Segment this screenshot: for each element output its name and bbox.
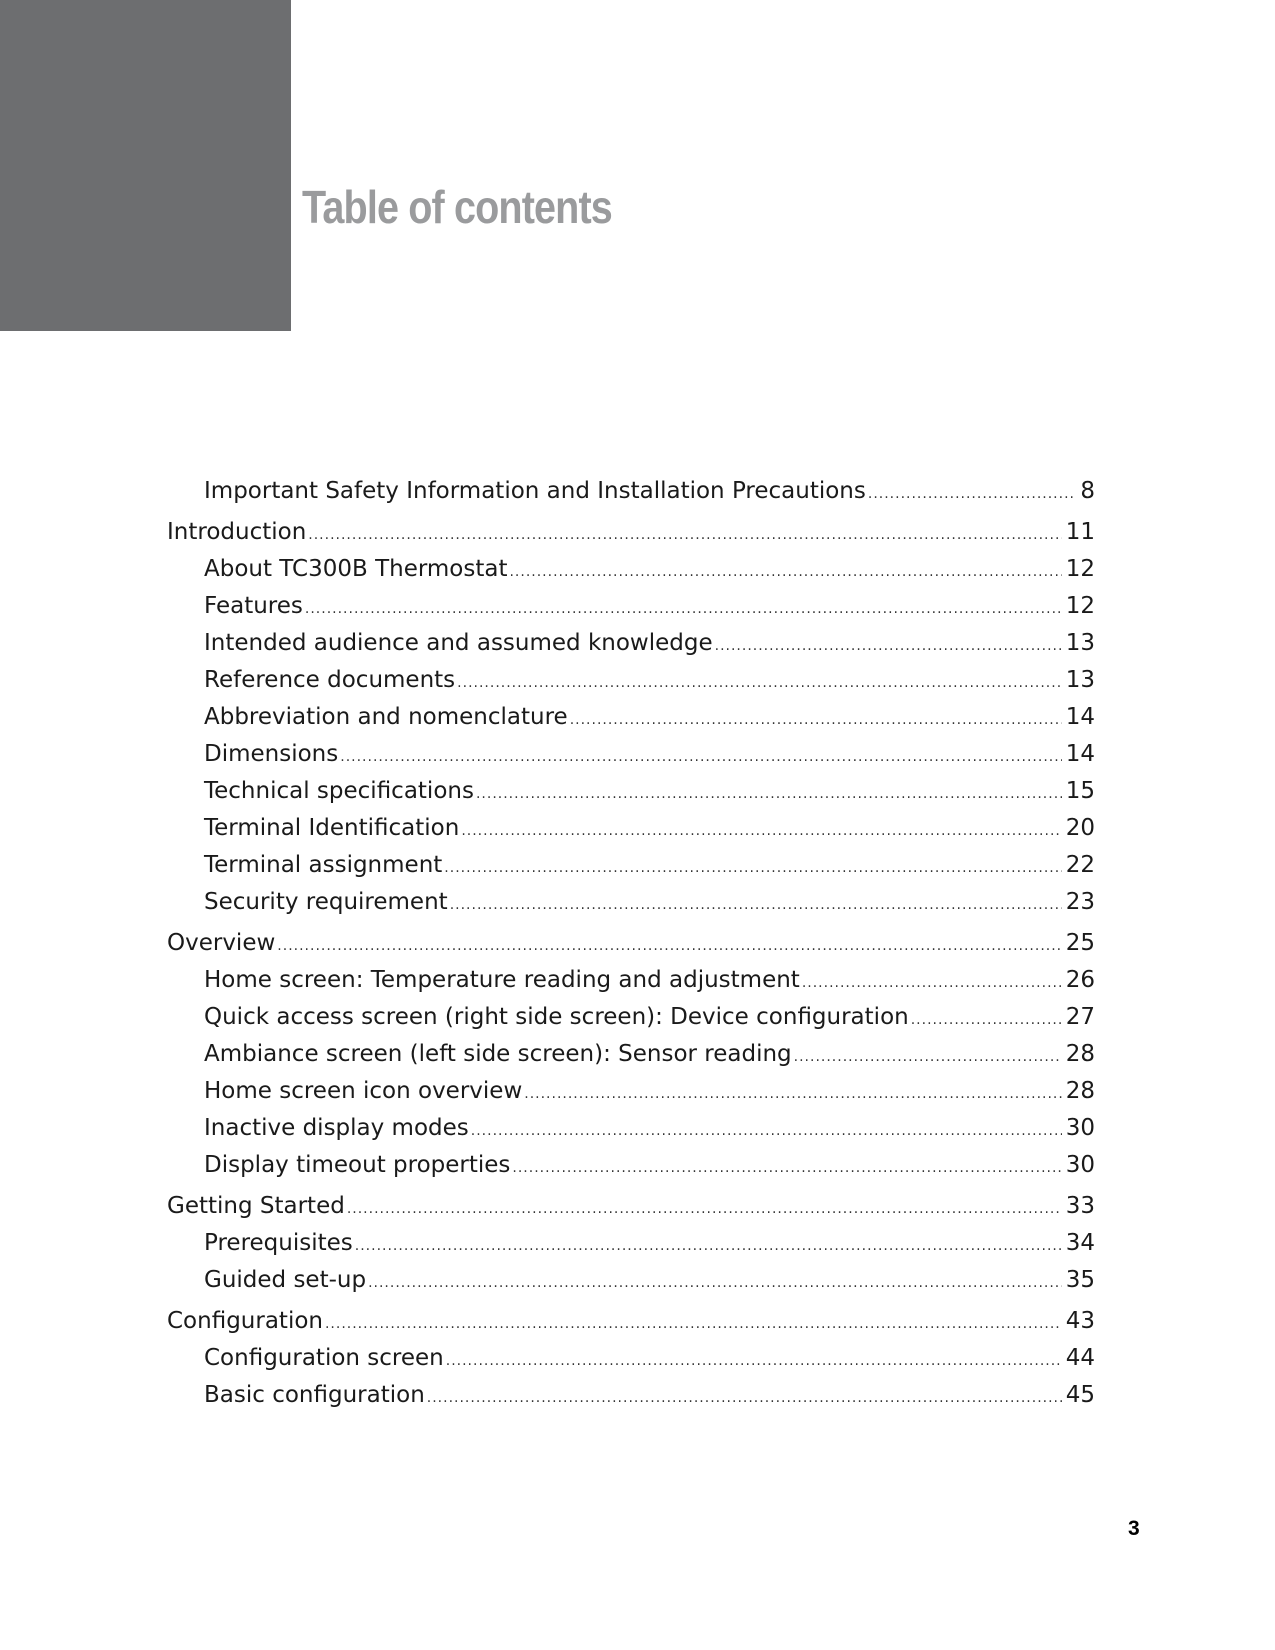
toc-section-entry[interactable] <box>167 1147 1095 1184</box>
toc-dot-leader <box>450 887 1062 924</box>
toc-entry-page: 43 <box>1065 1308 1095 1334</box>
toc-dot-leader <box>325 1306 1062 1343</box>
toc-entry-label: Display timeout properties <box>204 1152 511 1178</box>
toc-entry-label: Prerequisites <box>204 1230 353 1256</box>
toc-section-entry[interactable] <box>167 551 1095 588</box>
toc-entry-label: Important Safety Information and Installation Precautions <box>204 478 866 504</box>
toc-entry-page: 25 <box>1065 930 1095 956</box>
toc-dot-leader <box>802 965 1062 1002</box>
toc-section-entry[interactable] <box>167 1377 1095 1414</box>
toc-dot-leader <box>715 628 1062 665</box>
toc-dot-leader <box>512 1150 1061 1187</box>
toc-section-entry[interactable] <box>167 588 1095 625</box>
header-block <box>0 0 291 331</box>
toc-entry-label: Getting Started <box>167 1193 345 1219</box>
toc-dot-leader <box>868 476 1076 513</box>
toc-dot-leader <box>308 517 1061 554</box>
toc-entry-label: Technical specifications <box>204 778 474 804</box>
toc-chapter-entry[interactable] <box>167 1188 1095 1225</box>
toc-entry-page: 26 <box>1065 967 1095 993</box>
toc-entry-label: Configuration screen <box>204 1345 444 1371</box>
toc-entry-page: 8 <box>1080 478 1095 504</box>
toc-dot-leader <box>461 813 1061 850</box>
toc-entry-label: Reference documents <box>204 667 456 693</box>
toc-entry-label: Guided set-up <box>204 1267 367 1293</box>
toc-dot-leader <box>444 850 1061 887</box>
toc-section-entry[interactable] <box>167 1073 1095 1110</box>
toc-dot-leader <box>277 928 1061 965</box>
toc-entry-page: 28 <box>1065 1041 1095 1067</box>
toc-section-entry[interactable] <box>167 736 1095 773</box>
toc-dot-leader <box>305 591 1062 628</box>
toc-entry-label: Configuration <box>167 1308 323 1334</box>
toc-entry-label: Inactive display modes <box>204 1115 469 1141</box>
toc-section-entry[interactable] <box>167 1225 1095 1262</box>
toc-section-entry[interactable] <box>167 662 1095 699</box>
toc-chapter-entry[interactable] <box>167 925 1095 962</box>
toc-dot-leader <box>570 702 1062 739</box>
toc-section-entry[interactable] <box>167 1036 1095 1073</box>
toc-entry-label: Home screen icon overview <box>204 1078 523 1104</box>
toc-entry-label: Features <box>204 593 303 619</box>
toc-entry-label: Introduction <box>167 519 307 545</box>
toc-entry-page: 23 <box>1065 889 1095 915</box>
toc-dot-leader <box>355 1228 1062 1265</box>
toc-entry-page: 30 <box>1065 1115 1095 1141</box>
page-number: 3 <box>1128 1517 1140 1540</box>
toc-entry-label: Abbreviation and nomenclature <box>204 704 568 730</box>
toc-section-entry[interactable] <box>167 847 1095 884</box>
toc-entry-label: Terminal Identification <box>204 815 460 841</box>
toc-chapter-entry[interactable] <box>167 514 1095 551</box>
toc-entry-label: Home screen: Temperature reading and adjustment <box>204 967 800 993</box>
toc-entry-page: 12 <box>1065 556 1095 582</box>
toc-section-entry[interactable] <box>167 1110 1095 1147</box>
toc-dot-leader <box>476 776 1062 813</box>
toc-section-entry[interactable] <box>167 1262 1095 1299</box>
toc-entry-page: 28 <box>1065 1078 1095 1104</box>
toc-entry-page: 13 <box>1065 630 1095 656</box>
toc-entry-label: Basic configuration <box>204 1382 425 1408</box>
toc-entry-page: 35 <box>1065 1267 1095 1293</box>
toc-section-entry[interactable] <box>167 773 1095 810</box>
toc-entry-page: 20 <box>1065 815 1095 841</box>
toc-dot-leader <box>427 1380 1062 1417</box>
toc-entry-page: 33 <box>1065 1193 1095 1219</box>
toc-entry-label: Quick access screen (right side screen): Device configuration <box>204 1004 909 1030</box>
table-of-contents <box>167 473 1095 1414</box>
toc-entry-page: 15 <box>1065 778 1095 804</box>
toc-entry-page: 34 <box>1065 1230 1095 1256</box>
toc-section-entry[interactable] <box>167 962 1095 999</box>
toc-dot-leader <box>457 665 1062 702</box>
toc-entry-page: 44 <box>1065 1345 1095 1371</box>
toc-entry-label: Overview <box>167 930 276 956</box>
toc-dot-leader <box>340 739 1061 776</box>
toc-entry-page: 13 <box>1065 667 1095 693</box>
toc-dot-leader <box>347 1191 1062 1228</box>
toc-dot-leader <box>794 1039 1062 1076</box>
toc-entry-label: Terminal assignment <box>204 852 443 878</box>
toc-entry-label: Intended audience and assumed knowledge <box>204 630 713 656</box>
toc-section-entry[interactable] <box>167 999 1095 1036</box>
toc-section-entry[interactable] <box>167 810 1095 847</box>
toc-entry-page: 22 <box>1065 852 1095 878</box>
toc-dot-leader <box>446 1343 1062 1380</box>
toc-section-entry[interactable] <box>167 1340 1095 1377</box>
toc-entry-label: Security requirement <box>204 889 448 915</box>
toc-entry-page: 45 <box>1065 1382 1095 1408</box>
toc-dot-leader <box>911 1002 1062 1039</box>
toc-section-entry[interactable] <box>167 625 1095 662</box>
toc-entry-label: About TC300B Thermostat <box>204 556 508 582</box>
toc-entry-page: 14 <box>1065 704 1095 730</box>
toc-chapter-entry[interactable] <box>167 1303 1095 1340</box>
toc-dot-leader <box>509 554 1061 591</box>
toc-entry-label: Dimensions <box>204 741 339 767</box>
toc-section-entry[interactable] <box>167 884 1095 921</box>
toc-entry-page: 11 <box>1065 519 1095 545</box>
page-title: Table of contents <box>302 181 612 233</box>
toc-section-entry[interactable] <box>167 473 1095 510</box>
toc-dot-leader <box>368 1265 1062 1302</box>
toc-entry-label: Ambiance screen (left side screen): Sensor reading <box>204 1041 792 1067</box>
toc-dot-leader <box>471 1113 1062 1150</box>
toc-entry-page: 27 <box>1065 1004 1095 1030</box>
toc-entry-page: 12 <box>1065 593 1095 619</box>
toc-dot-leader <box>524 1076 1061 1113</box>
toc-entry-page: 30 <box>1065 1152 1095 1178</box>
toc-section-entry[interactable] <box>167 699 1095 736</box>
toc-entry-page: 14 <box>1065 741 1095 767</box>
